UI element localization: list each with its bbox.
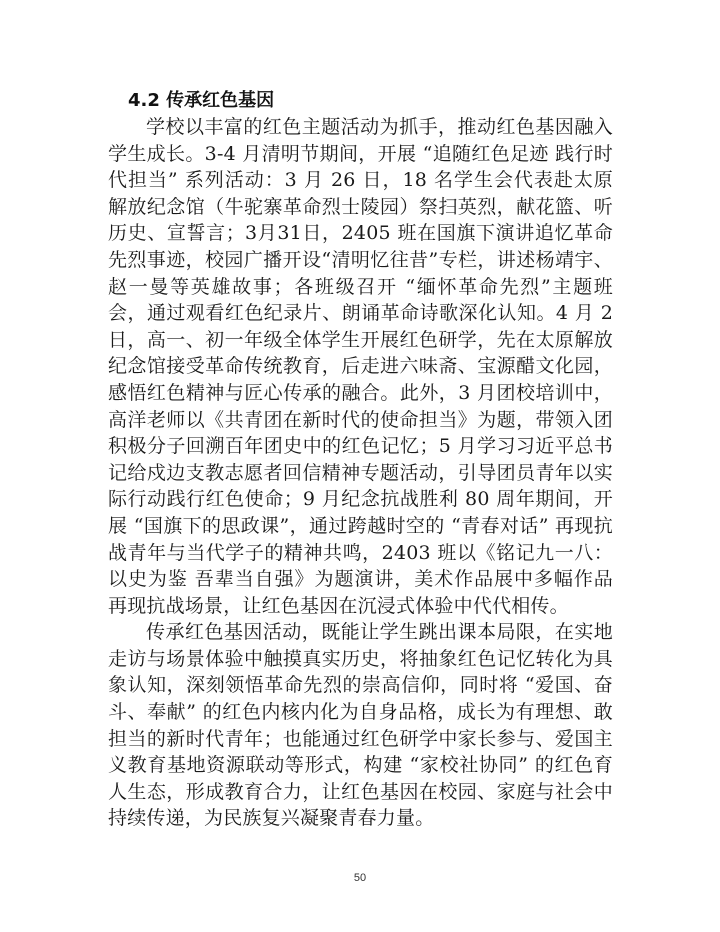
section-content [108, 88, 613, 832]
paragraph-significance: 传承红色基因活动，既能让学生跳出课本局限，在实地走访与场景体验中触摸真实历史，将抽象红色记忆转化为具象认知，深刻领悟革命先烈的崇高信仰，同时将 “爱国、奋斗、奉献” 的红色内核内化为自身品格，成长为有理想、敢担当的新时代青年；也能通过红色研学中家长参与、爱国主义教育基地资源联动等形式，构建 “家校社协同” 的红色育人生态，形成教育合力，让红色基因在校园、家庭与社会中持续传递，为民族复兴凝聚青春力量。 [108, 621, 613, 830]
paragraph-activities: 学校以丰富的红色主题活动为抓手，推动红色基因融入学生成长。3-4 月清明节期间，开展 “追随红色足迹 践行时代担当” 系列活动：3 月 26 日，18 名学生会代表赴太原解放纪念馆（牛驼寨革命烈士陵园）祭扫英烈，献花篮、听历史、宣誓言；3月31日，2405 班在国旗下演讲追忆革命先烈事迹，校园广播开设“清明忆往昔”专栏，讲述杨靖宇、赵一曼等英雄故事；各班级召开 “缅怀革命先烈”主题班会，通过观看红色纪录片、朗诵革命诗歌深化认知。4 月 2 日，高一、初一年级全体学生开展红色研学，先在太原解放纪念馆接受革命传统教育，后走进六味斋、宝源醋文化园，感悟红色精神与匠心传承的融合。此外，3 月团校培训中，高洋老师以《共青团在新时代的使命担当》为题，带领入团积极分子回溯百年团史中的红色记忆；5 月学习习近平总书记给戍边支教志愿者回信精神专题活动，引导团员青年以实际行动践行红色使命；9 月纪念抗战胜利 80 周年期间，开展 “国旗下的思政课”，通过跨越时空的 “青春对话” 再现抗战青年与当代学子的精神共鸣，2403 班以《铭记九一八：以史为鉴 吾辈当自强》为题演讲，美术作品展中多幅作品再现抗战场景，让红色基因在沉浸式体验中代代相传。 [108, 116, 613, 617]
section-heading: 4.2 传承红色基因 [128, 90, 275, 111]
page-number: 50 [353, 872, 367, 884]
